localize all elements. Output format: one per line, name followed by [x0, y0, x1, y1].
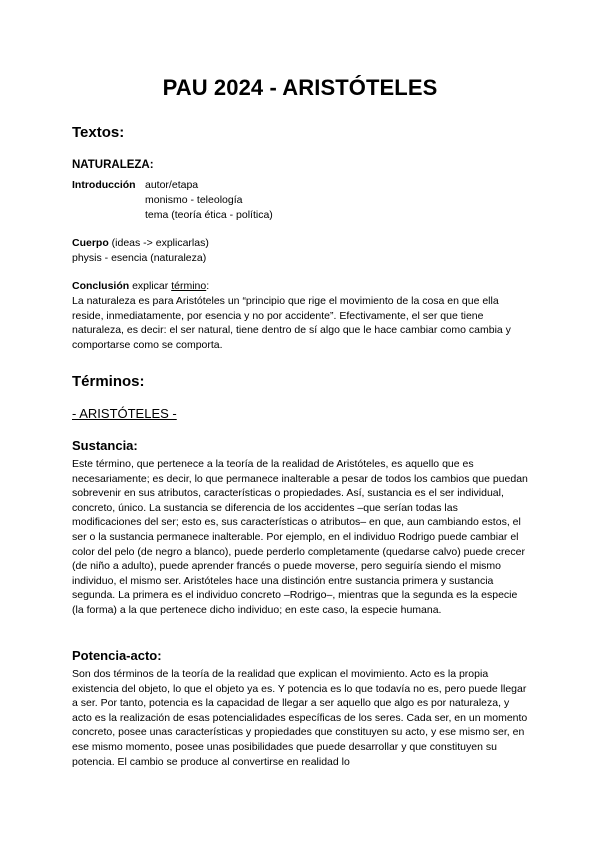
conclusion-label: Conclusión [72, 280, 130, 292]
cuerpo-label: Cuerpo [72, 237, 109, 249]
author-section-link[interactable]: - ARISTÓTELES - [72, 406, 177, 421]
conclusion-text: explicar [129, 280, 172, 292]
introduccion-line [72, 178, 136, 193]
document-title: PAU 2024 - ARISTÓTELES [162, 75, 438, 100]
introduccion-item-2: monismo - teleología [145, 194, 243, 206]
introduccion-item-3: tema (teoría ética - política) [145, 209, 273, 221]
conclusion-link[interactable]: término [171, 280, 207, 292]
potencia-acto-heading: Potencia-acto: [72, 648, 162, 663]
naturaleza-heading: NATURALEZA: [72, 159, 154, 171]
introduccion-item-1: autor/etapa [145, 179, 199, 191]
potencia-acto-paragraph: Son dos términos de la teoría de la realidad que explican el movimiento. Acto es la propia existencia del objeto, lo que el objeto ya es. Y potencia es lo que todavía no es, pero puede llegar a ser. Por tanto, potencia es la capacidad de llegar a ser aquello que algo es por naturaleza, y acto es la realización de esas potencialidades específicas de los seres. Cada ser, en un momento concreto, posee unas características y propiedades que constituyen su acto, y ese mismo ser, en ese mismo momento, posee unas posibilidades que puede desarrollar y que constituyen su potencia. El cambio se produce al convertirse en realidad lo [72, 668, 528, 768]
introduccion-label: Introducción [72, 179, 136, 191]
cuerpo-line-2: physis - esencia (naturaleza) [72, 252, 207, 264]
cuerpo-text: (ideas -> explicarlas) [108, 237, 209, 249]
sustancia-heading: Sustancia: [72, 438, 138, 453]
sustancia-paragraph: Este término, que pertenece a la teoría de la realidad de Aristóteles, es aquello que es necesariamente; es decir, lo que permanece inalterable a pesar de todos los cambios que puedan sobrevenir en sus atributos, características o propiedades. Así, sustancia es el ser individual, concreto, único. La sustancia se diferencia de los accidentes –que serían todas las modificaciones del ser; esto es, sus características o atributos– en que, aun cambiando estos, el ser o la sustancia permanece inalterable. Por ejemplo, en el individuo Rodrigo puede cambiar el color del pelo (de negro a blanco), puede perderlo completamente (quedarse calvo) puede crecer (de niño a adulto), puede aprender francés o puede moverse, pero seguiría siendo el mismo individuo, el mismo ser. Aristóteles hace una distinción entre sustancia primera y sustancia segunda. La primera es el individuo concreto –Rodrigo–, mientras que la segunda es la especie (la forma) a la que pertenece dicho individuo; en este caso, la especie humana. [72, 458, 528, 616]
conclusion-paragraph: La naturaleza es para Aristóteles un “principio que rige el movimiento de la cosa en que ella reside, inmediatamente, por esencia y no por accidente”. Efectivamente, el ser que tiene naturaleza, es decir: el ser natural, tiene dentro de sí algo que le hace cambiar como cambia y comportarse como se comporta. [72, 295, 511, 351]
conclusion-line [72, 279, 209, 294]
terminos-heading: Términos: [72, 373, 145, 390]
conclusion-colon: : [206, 280, 210, 292]
cuerpo-line [72, 236, 209, 251]
textos-heading: Textos: [72, 124, 125, 141]
